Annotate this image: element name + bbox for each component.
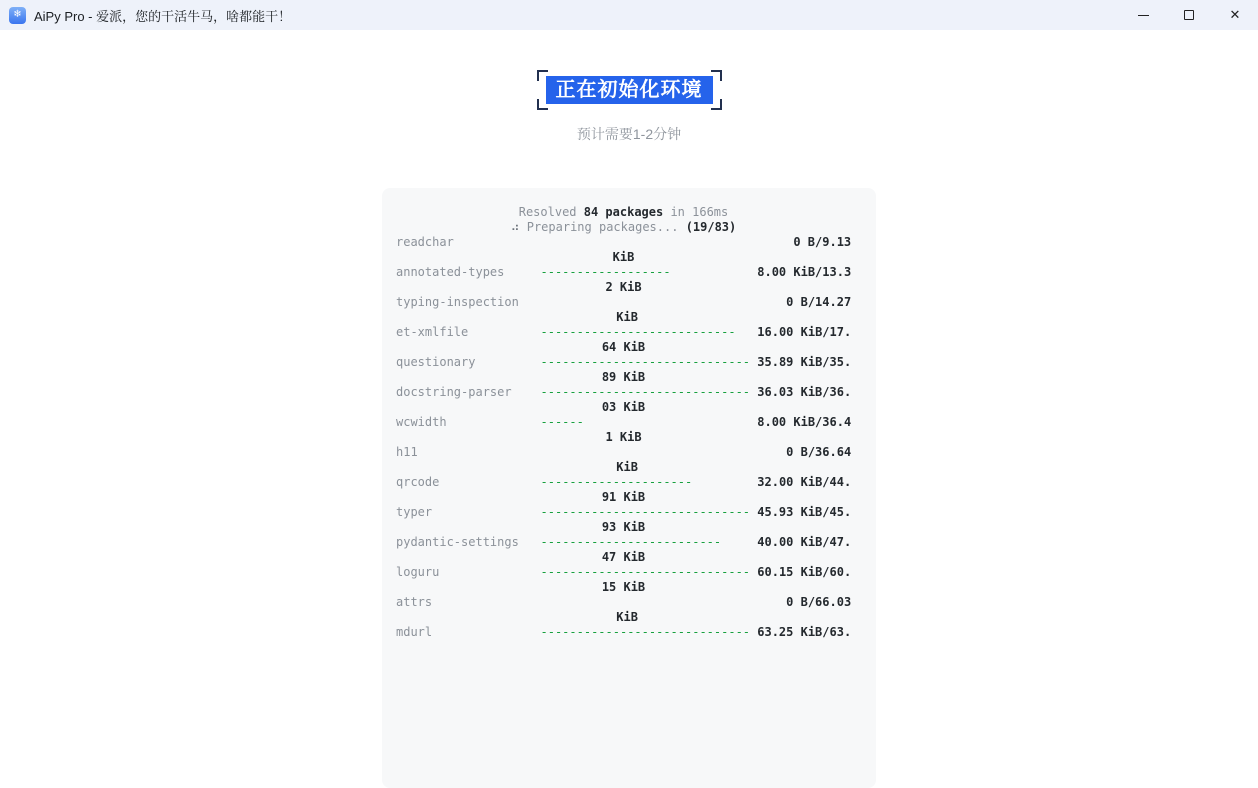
terminal-line: docstring-parser ----------------------------- 36.03 KiB/36. [396,385,852,399]
terminal-line: typing-inspection 0 B/14.27 [396,295,852,309]
terminal-line: attrs 0 B/66.03 [396,595,852,609]
init-status-badge [537,70,722,110]
maximize-icon [1184,10,1194,20]
window-controls [1120,0,1258,30]
close-button[interactable] [1212,0,1258,30]
terminal-line: 2 KiB [605,280,642,294]
window-title: AiPy Pro - 爱派，您的干活牛马，啥都能干！ [34,8,292,24]
terminal-line: Resolved 84 packages in 166ms [518,205,729,219]
minimize-icon [1138,15,1149,16]
app-icon: ❄ [9,7,26,24]
init-status-text: 正在初始化环境 [546,76,713,104]
terminal-line: questionary ----------------------------- 35.89 KiB/35. [396,355,852,369]
terminal-panel [382,188,876,788]
terminal-line: typer ----------------------------- 45.93 KiB/45. [396,505,852,519]
terminal-line: wcwidth ------ 8.00 KiB/36.4 [396,415,852,429]
terminal-line: 89 KiB [601,370,646,384]
terminal-line: KiB [609,610,638,624]
bracket-top-right [711,70,722,81]
terminal-line: ⠴ Preparing packages... (19/83) [510,220,737,234]
terminal-line: pydantic-settings ------------------------- 40.00 KiB/47. [396,535,852,549]
terminal-line: 1 KiB [605,430,642,444]
terminal-line: loguru ----------------------------- 60.15 KiB/60. [396,565,852,579]
eta-subtitle: 预计需要1-2分钟 [576,126,682,142]
terminal-line: KiB [612,250,635,264]
terminal-line: 93 KiB [601,520,646,534]
terminal-line: readchar 0 B/9.13 [396,235,852,249]
terminal-line: annotated-types ------------------ 8.00 KiB/13.3 [396,265,852,279]
bracket-bottom-left [537,99,548,110]
terminal-line: 64 KiB [601,340,646,354]
minimize-button[interactable] [1120,0,1166,30]
maximize-button[interactable] [1166,0,1212,30]
terminal-line: et-xmlfile --------------------------- 16.00 KiB/17. [396,325,852,339]
terminal-line: 15 KiB [601,580,646,594]
terminal-line: mdurl ----------------------------- 63.25 KiB/63. [396,625,852,639]
terminal-line: qrcode --------------------- 32.00 KiB/44. [396,475,852,489]
terminal-line: KiB [609,310,638,324]
title-bar [0,0,1258,30]
terminal-line: h11 0 B/36.64 [396,445,852,459]
terminal-line: 03 KiB [601,400,646,414]
terminal-line: 91 KiB [601,490,646,504]
bracket-bottom-right [711,99,722,110]
terminal-line: KiB [609,460,638,474]
terminal-line: 47 KiB [601,550,646,564]
close-icon: ✕ [1229,7,1241,23]
main-content [0,30,1258,788]
bracket-top-left [537,70,548,81]
